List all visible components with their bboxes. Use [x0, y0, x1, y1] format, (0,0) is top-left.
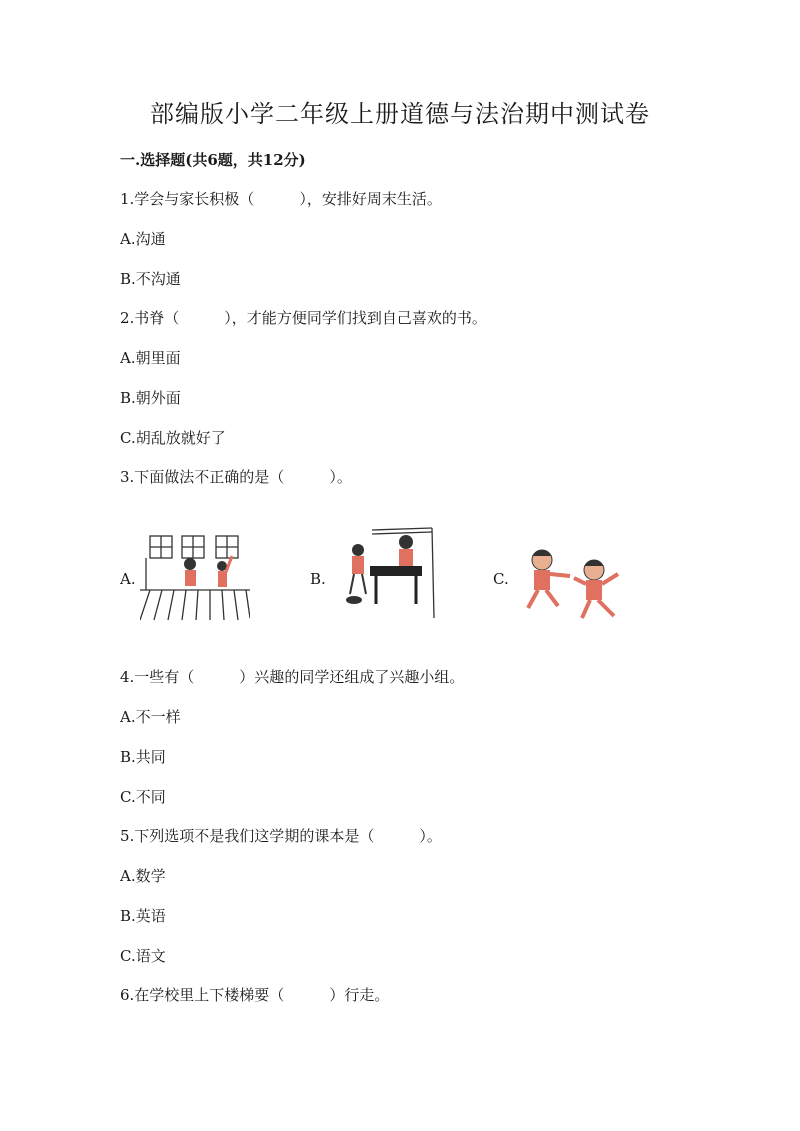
page-title: 部编版小学二年级上册道德与法治期中测试卷 — [150, 100, 650, 128]
question-3-pictures — [120, 522, 640, 632]
question-2-option-b: B.朝外面 — [120, 389, 181, 407]
question-4-option-c: C.不同 — [120, 788, 166, 806]
picture-label-a: A. — [120, 570, 136, 588]
question-5-option-b: B.英语 — [120, 907, 166, 925]
picture-c-boys-fighting — [518, 544, 630, 624]
question-2-option-a: A.朝里面 — [120, 349, 181, 367]
question-1-stem: 1.学会与家长积极（ ），安排好周末生活。 — [120, 190, 442, 208]
question-2-stem: 2.书脊（ ），才能方便同学们找到自己喜欢的书。 — [120, 309, 487, 327]
picture-label-c: C. — [493, 570, 509, 588]
question-4-stem: 4.一些有（ ）兴趣的同学还组成了兴趣小组。 — [120, 668, 465, 686]
section-heading: 一.选择题(共6题，共12分) — [120, 151, 306, 169]
question-2-option-c: C.胡乱放就好了 — [120, 429, 226, 447]
question-1-option-a: A.沟通 — [120, 230, 166, 248]
picture-b-students-at-desk — [332, 522, 442, 622]
question-4-option-a: A.不一样 — [120, 708, 181, 726]
question-1-option-b: B.不沟通 — [120, 270, 181, 288]
question-6-stem: 6.在学校里上下楼梯要（ ）行走。 — [120, 986, 390, 1004]
question-5-option-a: A.数学 — [120, 867, 166, 885]
question-3-stem: 3.下面做法不正确的是（ ）。 — [120, 468, 352, 486]
question-5-option-c: C.语文 — [120, 947, 166, 965]
question-4-option-b: B.共同 — [120, 748, 166, 766]
picture-label-b: B. — [310, 570, 326, 588]
picture-a-children-at-windows — [140, 530, 250, 622]
question-5-stem: 5.下列选项不是我们这学期的课本是（ ）。 — [120, 827, 442, 845]
